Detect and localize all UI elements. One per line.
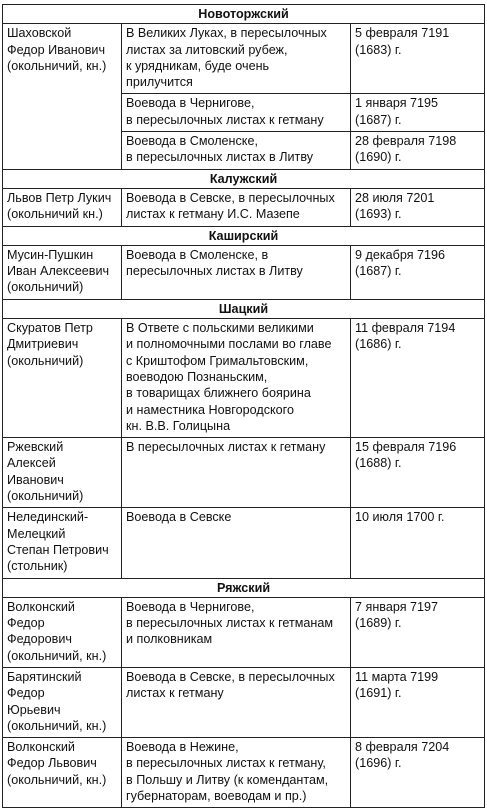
person-cell: Нелединский- Мелецкий Степан Петрович (стольник) [3, 508, 122, 578]
date-cell: 8 февраля 7204 (1696) г. [351, 738, 485, 808]
table-row [3, 738, 485, 808]
office-cell: Воевода в Чернигове, в пересылочных листах к гетманам и полковникам [122, 597, 351, 667]
person-cell: Скуратов Петр Дмитриевич (окольничий) [3, 319, 122, 438]
date-cell: 5 февраля 7191 (1683) г. [351, 24, 485, 94]
table-row [3, 188, 485, 226]
section-header-row [3, 5, 485, 24]
section-header-row [3, 299, 485, 318]
office-cell: Воевода в Смоленске, в пересылочных листах в Литву [122, 132, 351, 170]
date-cell: 9 декабря 7196 (1687) г. [351, 245, 485, 299]
date-cell: 28 июля 7201 (1693) г. [351, 188, 485, 226]
section-title: Новоторжский [3, 5, 485, 24]
date-cell: 11 марта 7199 (1691) г. [351, 667, 485, 737]
person-cell: Волконский Федор Федорович (окольничий, кн.) [3, 597, 122, 667]
person-cell: Барятинский Федор Юрьевич (окольничий, кн.) [3, 667, 122, 737]
section-title: Шацкий [3, 299, 485, 318]
office-cell: Воевода в Чернигове, в пересылочных листах к гетману [122, 94, 351, 132]
date-cell: 15 февраля 7196 (1688) г. [351, 438, 485, 508]
appointments-table [2, 4, 485, 808]
office-cell: Воевода в Смоленске, в пересылочных листах в Литву [122, 245, 351, 299]
office-cell: В Великих Луках, в пересылочных листах за литовский рубеж, к урядникам, буде очень прилучится [122, 24, 351, 94]
office-cell: Воевода в Севске, в пересылочных листах к гетману И.С. Мазепе [122, 188, 351, 226]
date-cell: 1 января 7195 (1687) г. [351, 94, 485, 132]
date-cell: 10 июля 1700 г. [351, 508, 485, 578]
table-row [3, 24, 485, 94]
person-cell: Ржевский Алексей Иванович (окольничий) [3, 438, 122, 508]
date-cell: 28 февраля 7198 (1690) г. [351, 132, 485, 170]
table-row [3, 667, 485, 737]
section-title: Калужский [3, 169, 485, 188]
table-row [3, 245, 485, 299]
table-row [3, 597, 485, 667]
table-row [3, 438, 485, 508]
section-title: Каширский [3, 226, 485, 245]
office-cell: Воевода в Нежине, в пересылочных листах к гетману, в Польшу и Литву (к комендантам, губернаторам, воеводам и пр.) [122, 738, 351, 808]
appointments-table-body [3, 5, 485, 808]
person-cell: Мусин-Пушкин Иван Алексеевич (окольничий) [3, 245, 122, 299]
person-cell: Львов Петр Лукич (окольничий кн.) [3, 188, 122, 226]
section-header-row [3, 226, 485, 245]
date-cell: 7 января 7197 (1689) г. [351, 597, 485, 667]
table-row [3, 319, 485, 438]
office-cell: В Ответе с польскими великими и полномочными послами во главе с Криштофом Гримальтовским, воеводою Познаньским, в товарищах ближнего боярина и наместника Новгородского кн. В.В. Голицына [122, 319, 351, 438]
table-row [3, 508, 485, 578]
section-title: Ряжский [3, 578, 485, 597]
section-header-row [3, 578, 485, 597]
section-header-row [3, 169, 485, 188]
office-cell: В пересылочных листах к гетману [122, 438, 351, 508]
office-cell: Воевода в Севске, в пересылочных листах к гетману [122, 667, 351, 737]
office-cell: Воевода в Севске [122, 508, 351, 578]
date-cell: 11 февраля 7194 (1686) г. [351, 319, 485, 438]
person-cell: Шаховской Федор Иванович (окольничий, кн.) [3, 24, 122, 169]
person-cell: Волконский Федор Львович (окольничий, кн.) [3, 738, 122, 808]
